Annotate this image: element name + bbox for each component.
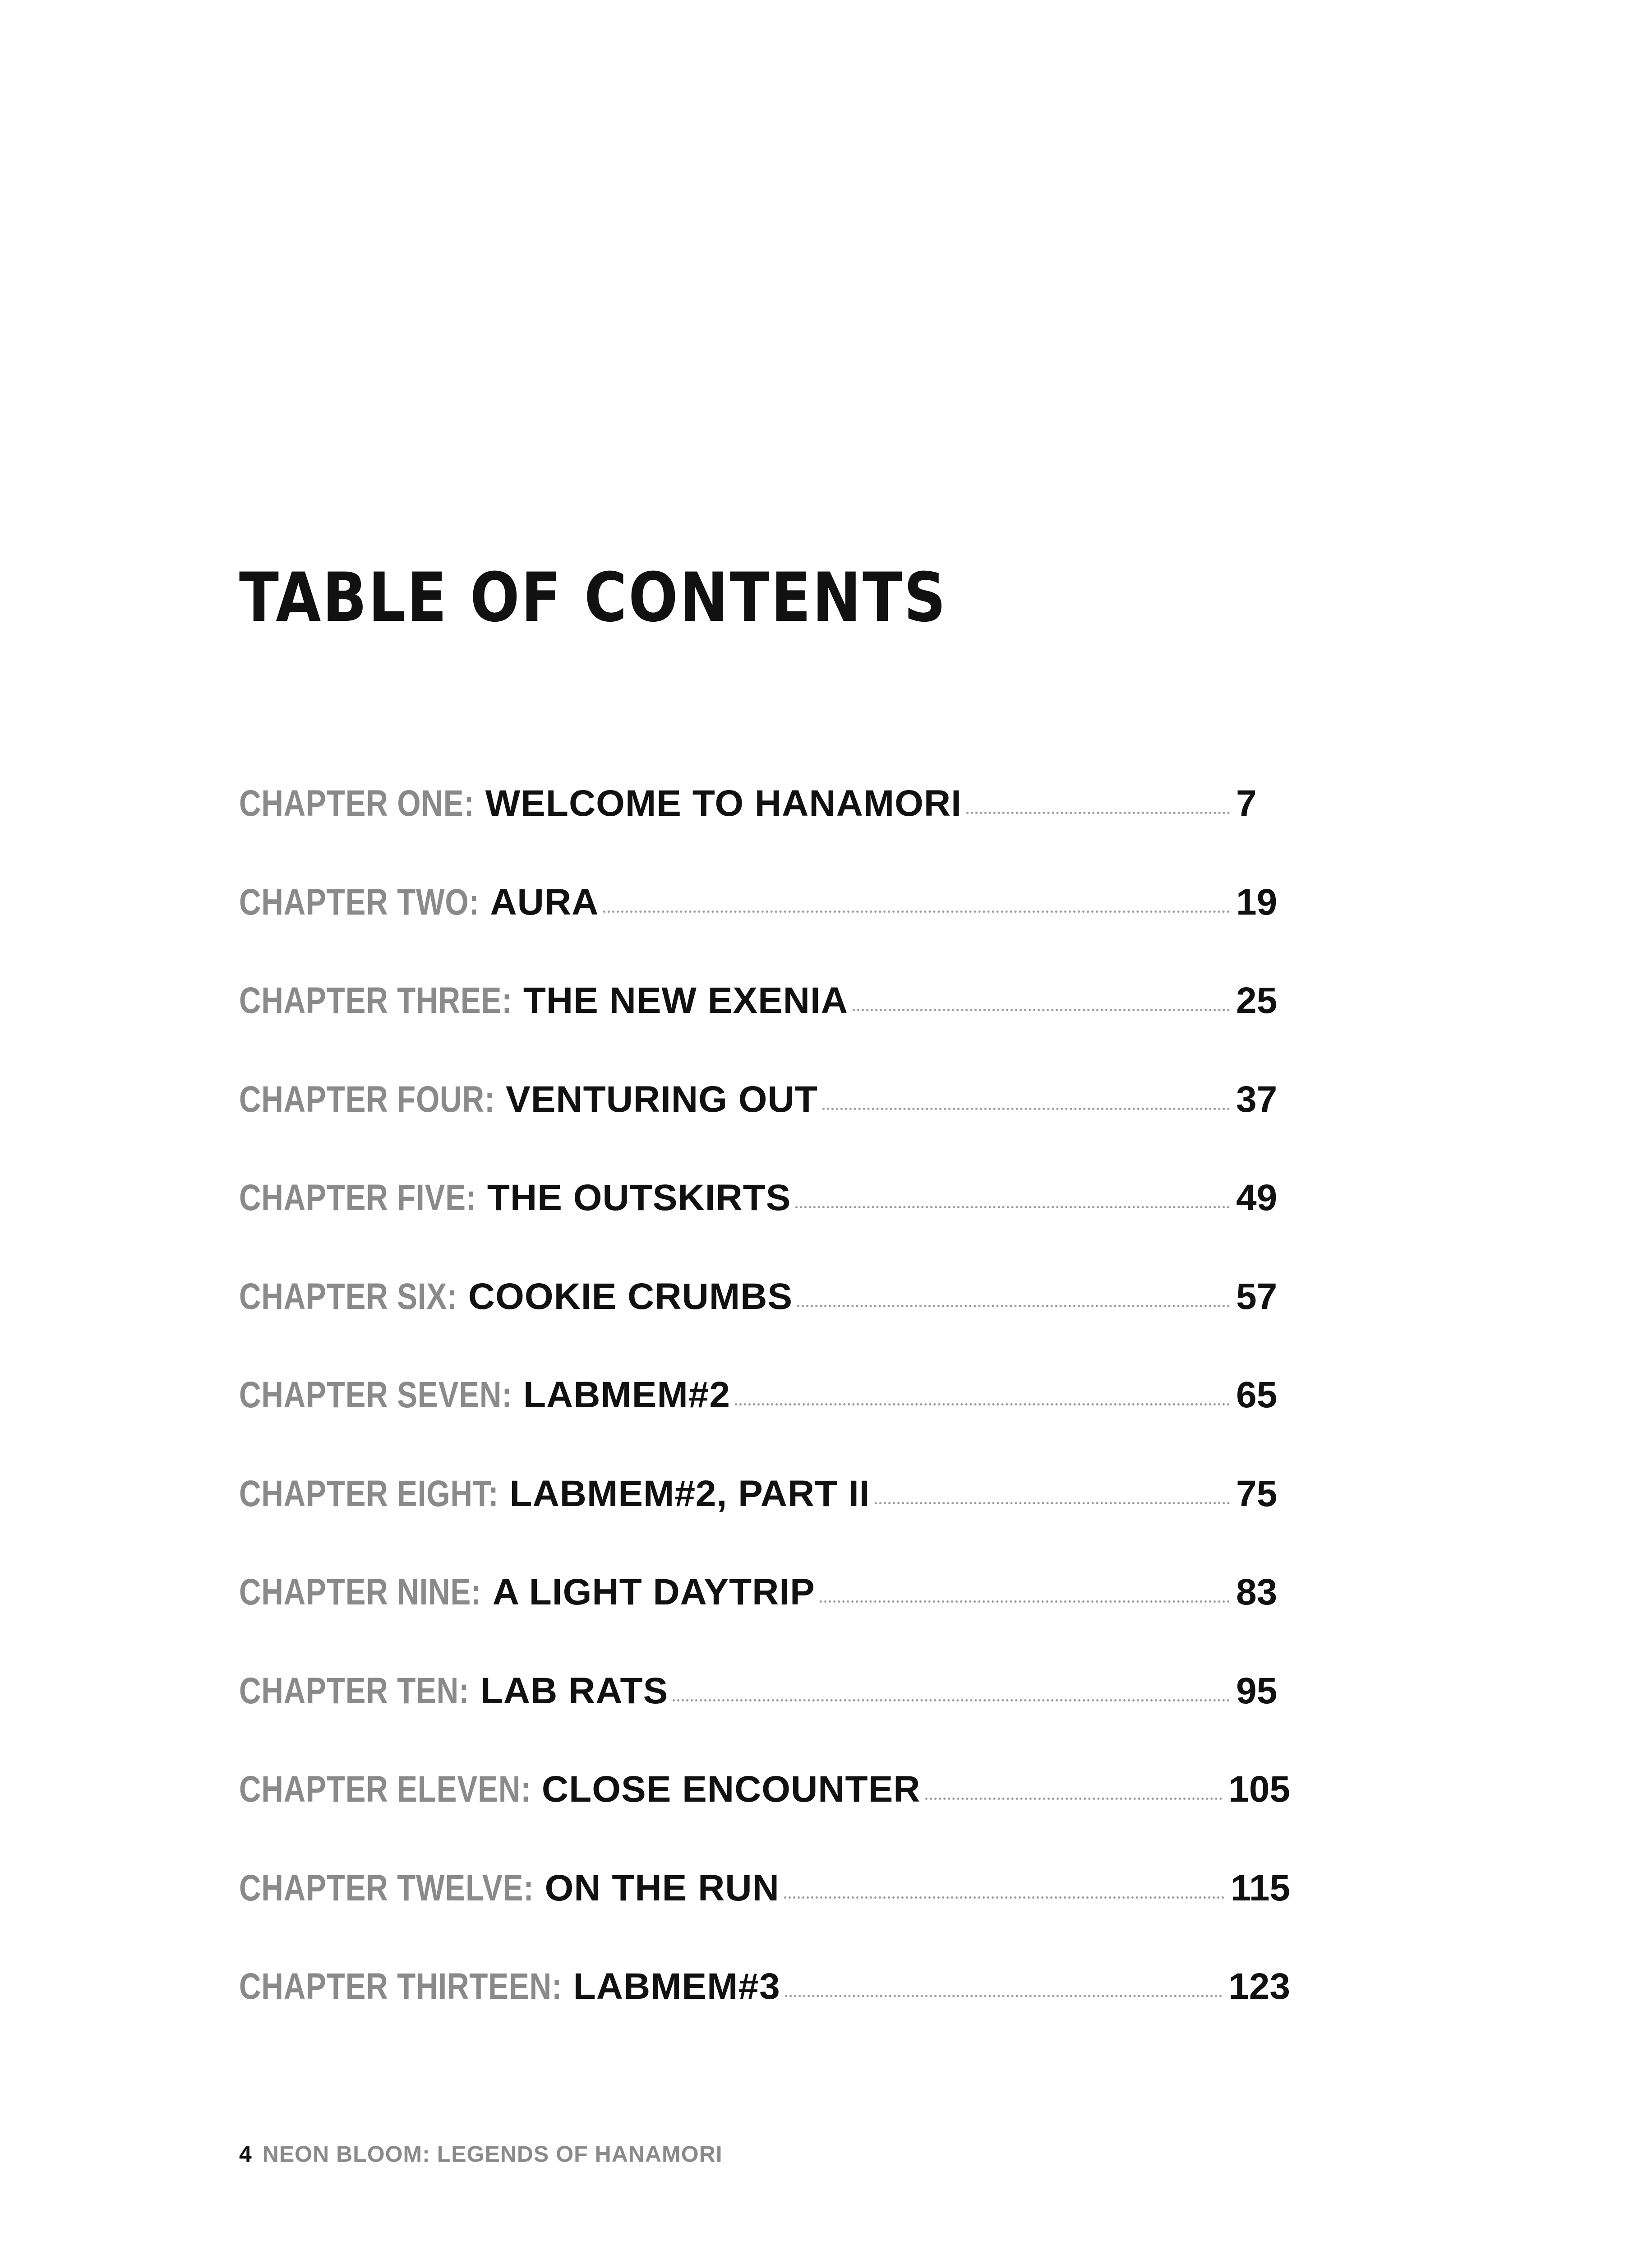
toc-entry[interactable] xyxy=(239,881,1290,983)
chapter-heading xyxy=(239,785,962,822)
chapter-label: CHAPTER NINE: xyxy=(239,1572,482,1613)
dot-leader xyxy=(875,1502,1230,1504)
chapter-heading xyxy=(239,1574,815,1611)
dot-leader xyxy=(853,1009,1230,1011)
toc-entry[interactable] xyxy=(239,1278,1290,1377)
chapter-title: WELCOME TO HANAMORI xyxy=(485,783,962,824)
dot-leader xyxy=(797,1305,1230,1307)
chapter-label: CHAPTER TEN: xyxy=(239,1670,470,1711)
chapter-label: CHAPTER ELEVEN: xyxy=(239,1769,531,1810)
toc-entry[interactable] xyxy=(239,1771,1290,1870)
chapter-title: LABMEM#2 xyxy=(523,1374,731,1415)
toc-entry[interactable] xyxy=(239,1574,1290,1673)
chapter-label: CHAPTER THREE: xyxy=(239,980,512,1021)
page-number: 65 xyxy=(1236,1374,1278,1415)
chapter-label: CHAPTER ONE: xyxy=(239,783,475,824)
chapter-title: ON THE RUN xyxy=(545,1867,780,1909)
chapter-title: COOKIE CRUMBS xyxy=(468,1276,793,1317)
toc-entry[interactable] xyxy=(239,982,1290,1081)
toc-entry[interactable] xyxy=(239,1078,1290,1180)
chapter-heading xyxy=(239,1278,793,1315)
chapter-title: THE OUTSKIRTS xyxy=(487,1177,791,1218)
chapter-title: LABMEM#2, PART II xyxy=(509,1473,870,1514)
chapter-label: CHAPTER TWELVE: xyxy=(239,1867,534,1909)
page-number: 19 xyxy=(1236,881,1278,923)
chapter-heading xyxy=(239,1867,780,1909)
toc-entry[interactable] xyxy=(239,1179,1290,1278)
page-number: 83 xyxy=(1236,1572,1278,1613)
chapter-label: CHAPTER FOUR: xyxy=(239,1078,495,1120)
chapter-heading xyxy=(239,1475,870,1512)
page-footer xyxy=(239,2141,723,2167)
toc-entry[interactable] xyxy=(239,1867,1290,1969)
toc-entry[interactable] xyxy=(239,1670,1290,1771)
toc-entry[interactable] xyxy=(239,785,1290,884)
chapter-title: THE NEW EXENIA xyxy=(523,980,848,1021)
page-number: 75 xyxy=(1236,1473,1278,1514)
chapter-heading xyxy=(239,1374,731,1415)
chapter-label: CHAPTER FIVE: xyxy=(239,1177,477,1218)
chapter-heading xyxy=(239,881,599,923)
chapter-heading xyxy=(239,1670,669,1711)
dot-leader xyxy=(925,1798,1223,1800)
dot-leader xyxy=(673,1699,1230,1701)
toc-entry[interactable] xyxy=(239,1475,1290,1574)
chapter-label: CHAPTER SEVEN: xyxy=(239,1374,512,1415)
chapter-label: CHAPTER THIRTEEN: xyxy=(239,1966,563,2007)
chapter-title: AURA xyxy=(490,881,599,923)
page-number: 25 xyxy=(1236,980,1278,1021)
toc-entry[interactable] xyxy=(239,1374,1290,1475)
toc-entry[interactable] xyxy=(239,1968,1290,2067)
chapter-heading xyxy=(239,1179,791,1216)
chapter-heading xyxy=(239,1968,780,2005)
chapter-title: CLOSE ENCOUNTER xyxy=(541,1769,921,1810)
page-number: 7 xyxy=(1236,783,1257,824)
chapter-label: CHAPTER TWO: xyxy=(239,881,480,923)
footer-book-title: NEON BLOOM: LEGENDS OF HANAMORI xyxy=(262,2141,723,2167)
chapter-heading xyxy=(239,982,848,1019)
dot-leader xyxy=(603,911,1230,913)
dot-leader xyxy=(735,1403,1230,1405)
footer-page-number: 4 xyxy=(239,2141,252,2167)
dot-leader xyxy=(795,1206,1230,1208)
chapter-title: A LIGHT DAYTRIP xyxy=(492,1572,815,1613)
page-number: 105 xyxy=(1228,1769,1290,1810)
page-number: 95 xyxy=(1236,1670,1278,1711)
page-number: 49 xyxy=(1236,1177,1278,1218)
page-number: 115 xyxy=(1230,1867,1290,1909)
page-number: 37 xyxy=(1236,1078,1278,1120)
dot-leader xyxy=(784,1896,1224,1899)
page-title: TABLE OF CONTENTS xyxy=(239,559,947,637)
chapter-label: CHAPTER EIGHT: xyxy=(239,1473,499,1514)
dot-leader xyxy=(966,812,1230,814)
dot-leader xyxy=(822,1108,1230,1110)
chapter-heading xyxy=(239,1771,921,1808)
page-number: 123 xyxy=(1228,1966,1290,2007)
page-number: 57 xyxy=(1236,1276,1278,1317)
chapter-title: VENTURING OUT xyxy=(506,1078,818,1120)
dot-leader xyxy=(820,1600,1230,1603)
chapter-title: LAB RATS xyxy=(480,1670,669,1711)
dot-leader xyxy=(785,1995,1222,1997)
chapter-label: CHAPTER SIX: xyxy=(239,1276,458,1317)
table-of-contents xyxy=(239,785,1290,2067)
chapter-heading xyxy=(239,1078,818,1120)
chapter-title: LABMEM#3 xyxy=(573,1966,780,2007)
